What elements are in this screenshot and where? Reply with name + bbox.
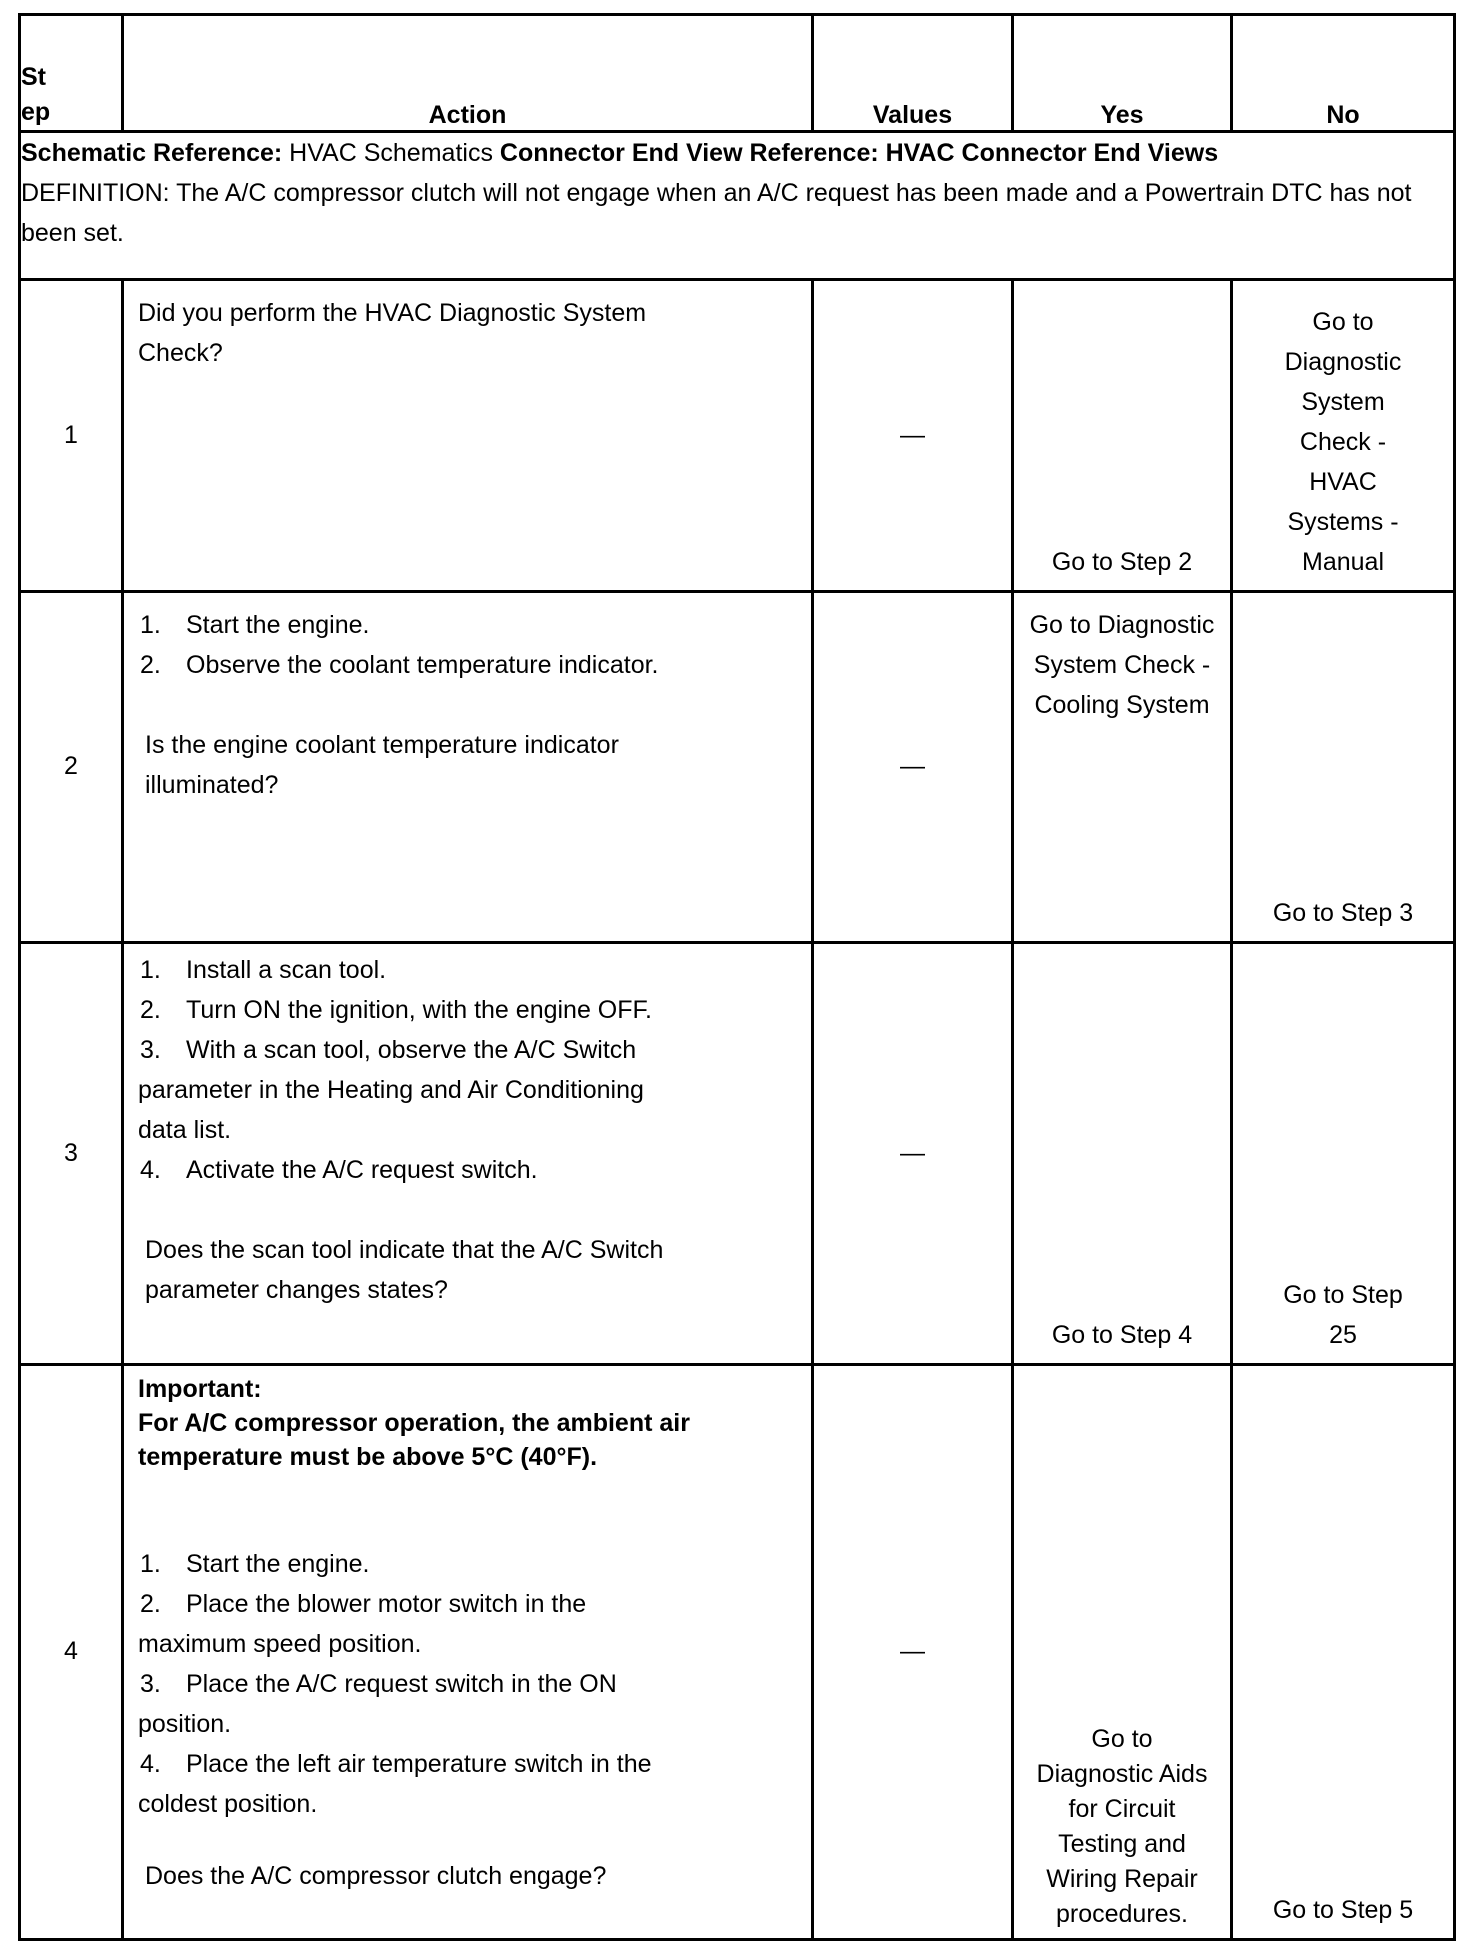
step-number: 3 [20,942,123,1364]
table-row [20,1364,1455,1939]
question-text: Does the scan tool indicate that the A/C Switch parameter changes states? [145,1235,664,1304]
values-cell: — [813,279,1013,591]
table-row [20,279,1455,591]
list-item: 1. Install a scan tool. [140,955,387,984]
yes-link[interactable]: Go to Diagnostic Aids for Circuit Testing and Wiring Repair procedures. [1013,1364,1232,1939]
diagnostic-table [18,13,1456,1941]
list-item: 1. Start the engine. [140,611,370,640]
question-text: Does the A/C compressor clutch engage? [145,1861,607,1890]
list-item: 3. Place the A/C request switch in the ON position. [138,1669,617,1738]
values-cell: — [813,1364,1013,1939]
step-number: 1 [20,279,123,591]
question-text: Is the engine coolant temperature indicator illuminated? [145,731,619,800]
no-link[interactable]: Go to Diagnostic System Check - HVAC Systems - Manual [1232,279,1455,591]
question-text: Did you perform the HVAC Diagnostic System Check? [138,298,647,367]
schematic-cell [20,131,1455,279]
definition-text: DEFINITION: The A/C compressor clutch will not engage when an A/C request has been made and a Powertrain DTC has not been set. [21,178,1412,247]
action-cell [123,1364,813,1939]
list-item: 3. With a scan tool, observe the A/C Switch parameter in the Heating and Air Conditioning data list. [138,1035,644,1144]
list-item: 2. Turn ON the ignition, with the engine OFF. [140,995,652,1024]
header-action: Action [123,15,813,132]
table-row [20,592,1455,943]
connector-label: Connector End View Reference: HVAC Connector End Views [499,138,1219,167]
step-number: 2 [20,592,123,943]
list-item: 4. Place the left air temperature switch in the coldest position. [138,1749,652,1818]
action-cell [123,942,813,1364]
list-item: 2. Place the blower motor switch in the maximum speed position. [138,1589,587,1658]
important-text: For A/C compressor operation, the ambient air temperature must be above 5°C (40°F). [138,1408,690,1471]
action-cell [123,592,813,943]
yes-link[interactable]: Go to Diagnostic System Check - Cooling System [1013,592,1232,943]
no-link[interactable]: Go to Step 5 [1232,1364,1455,1939]
list-item: 2. Observe the coolant temperature indicator. [140,651,659,680]
important-label: Important: [138,1374,262,1403]
no-link[interactable]: Go to Step 3 [1232,592,1455,943]
header-step-line2: ep [21,97,51,126]
header-no: No [1232,15,1455,132]
table-row [20,942,1455,1364]
step-number: 4 [20,1364,123,1939]
header-yes: Yes [1013,15,1232,132]
no-link[interactable]: Go to Step 25 [1232,942,1455,1364]
header-step-line1: St [21,62,46,91]
yes-link[interactable]: Go to Step 2 [1013,279,1232,591]
schematic-label: Schematic Reference: [21,138,283,167]
values-cell: — [813,942,1013,1364]
header-values: Values [813,15,1013,132]
yes-link[interactable]: Go to Step 4 [1013,942,1232,1364]
values-cell: — [813,592,1013,943]
action-cell [123,279,813,591]
header-step [20,15,123,132]
header-row [20,15,1455,132]
list-item: 1. Start the engine. [140,1549,370,1578]
schematic-row [20,131,1455,279]
list-item: 4. Activate the A/C request switch. [140,1155,538,1184]
schematic-text: HVAC Schematics [282,138,500,167]
